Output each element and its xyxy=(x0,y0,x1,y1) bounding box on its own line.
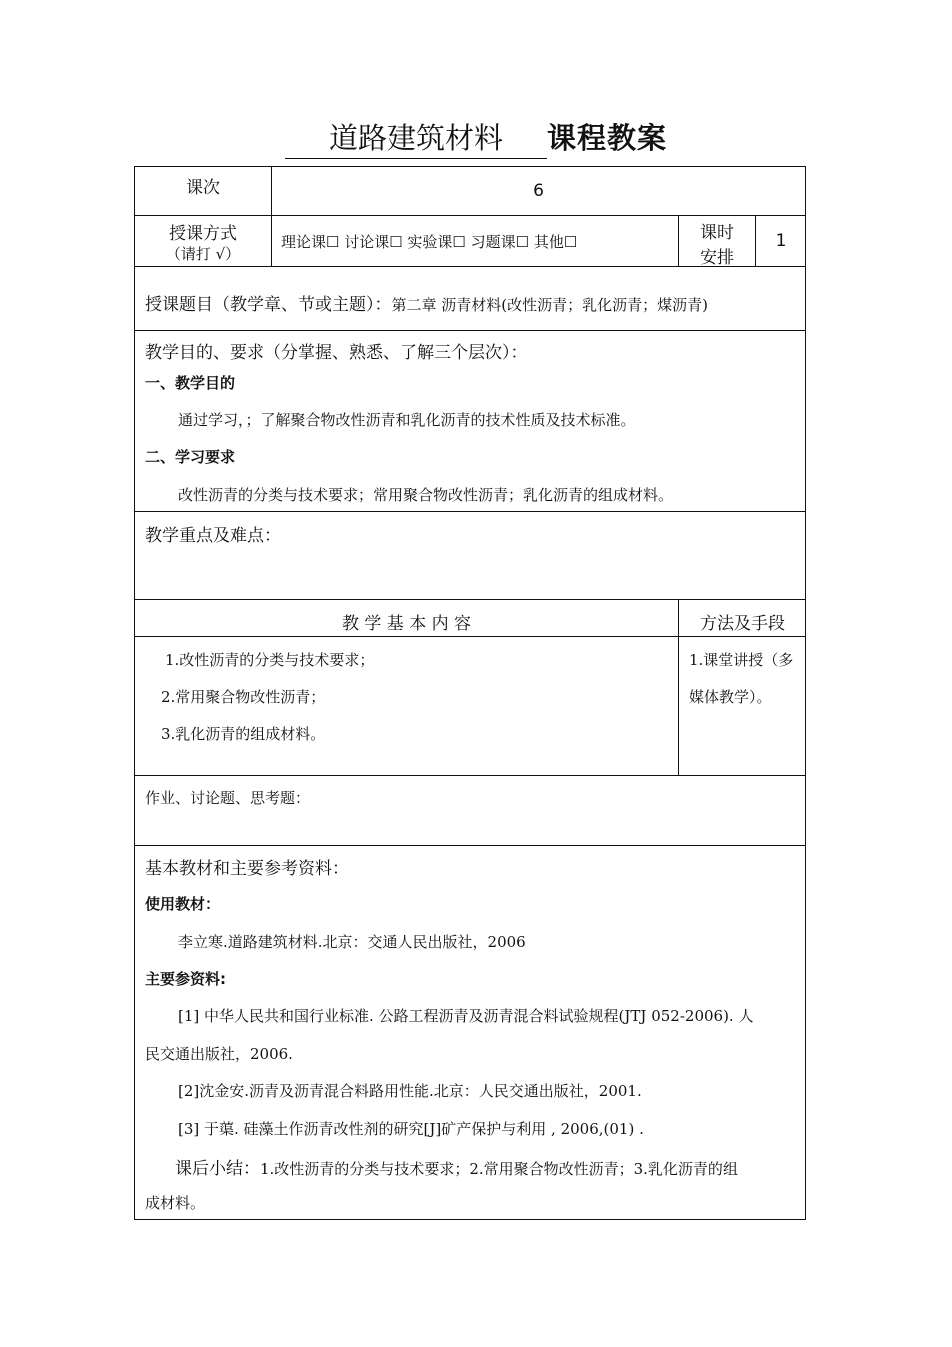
requirements-text: 改性沥青的分类与技术要求；常用聚合物改性沥青；乳化沥青的组成材料。 xyxy=(178,486,674,504)
hours-label-line1: 课时 xyxy=(700,223,734,243)
requirements-heading: 二、学习要求 xyxy=(145,448,236,466)
reference-1-line1: [1] 中华人民共和国行业标准. 公路工程沥青及沥青混合料试验规程(JTJ 052-2006). 人 xyxy=(178,1007,754,1025)
method-label-line2: （请打 √） xyxy=(165,245,241,263)
page-title xyxy=(0,118,952,162)
refs-heading: 主要参资料: xyxy=(145,970,226,988)
content-item-2: 2.常用聚合物改性沥青； xyxy=(161,688,326,706)
hours-label-line2: 安排 xyxy=(700,248,734,268)
aim-text: 通过学习，；了解聚合物改性沥青和乳化沥青的技术性质及技术标准。 xyxy=(178,411,636,429)
content-item-1: 1.改性沥青的分类与技术要求； xyxy=(165,651,375,669)
reference-2: [2]沈金安.沥青及沥青混合料路用性能.北京：人民交通出版社，2001. xyxy=(178,1082,642,1100)
textbook-heading: 使用教材： xyxy=(145,895,221,913)
course-name: 道路建筑材料 xyxy=(285,118,547,159)
summary-line-2: 成材料。 xyxy=(145,1194,206,1212)
topic-value: 第二章 沥青材料(改性沥青；乳化沥青；煤沥青) xyxy=(391,296,708,314)
textbook: 李立寒.道路建筑材料.北京：交通人民出版社，2006 xyxy=(178,933,526,951)
title-suffix: 课程教案 xyxy=(547,121,668,155)
summary-label: 课后小结： xyxy=(175,1159,260,1179)
references-label: 基本教材和主要参考资料： xyxy=(145,859,349,879)
homework-label: 作业、讨论题、思考题： xyxy=(145,789,311,807)
summary-text: 1.改性沥青的分类与技术要求；2.常用聚合物改性沥青；3.乳化沥青的组 xyxy=(260,1160,738,1178)
method-header: 方法及手段 xyxy=(700,614,785,634)
lesson-plan-table xyxy=(134,166,806,1220)
reference-1-line2: 民交通出版社，2006. xyxy=(145,1045,293,1063)
topic-row xyxy=(145,290,708,315)
content-header: 教 学 基 本 内 容 xyxy=(341,614,472,634)
topic-label: 授课题目（教学章、节或主题）： xyxy=(145,295,392,315)
lesson-label: 课次 xyxy=(186,178,220,198)
key-points-label: 教学重点及难点： xyxy=(145,526,281,546)
objectives-label: 教学目的、要求（分掌握、熟悉、了解三个层次）： xyxy=(145,343,528,363)
hours-value: 1 xyxy=(775,231,787,251)
content-item-3: 3.乳化沥青的组成材料。 xyxy=(161,725,326,743)
reference-3: [3] 于蕖. 硅藻土作沥青改性剂的研究[J]矿产保护与利用 , 2006,(01) . xyxy=(178,1120,644,1138)
lesson-value: 6 xyxy=(533,181,544,201)
summary-line-1 xyxy=(175,1154,738,1179)
aim-heading: 一、教学目的 xyxy=(145,374,236,392)
method-options: 理论课☐ 讨论课☐ 实验课☐ 习题课☐ 其他☐ xyxy=(281,233,578,251)
method-label-line1: 授课方式 xyxy=(169,224,237,244)
method-line-1: 1.课堂讲授（多 xyxy=(689,651,794,669)
method-line-2: 媒体教学）。 xyxy=(689,688,772,706)
